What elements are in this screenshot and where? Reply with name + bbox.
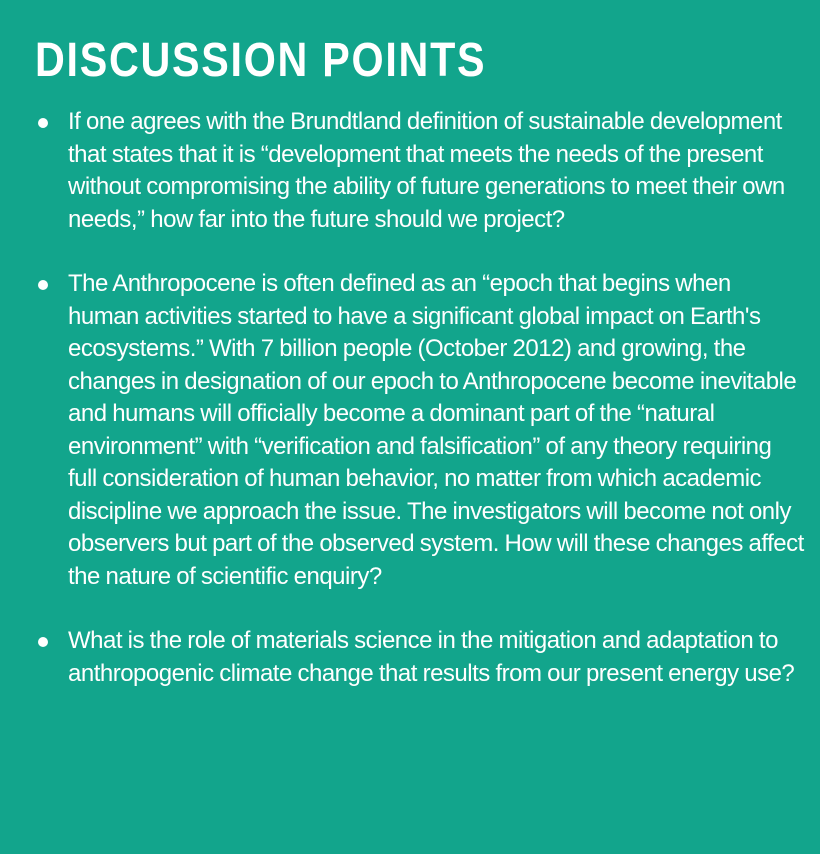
discussion-point-text: What is the role of materials science in the mitigation and adaptation to anthropogenic climate change that results from our present energy use?	[68, 627, 795, 687]
discussion-point-2	[38, 268, 804, 593]
discussion-points-list	[38, 106, 804, 690]
discussion-point-text: The Anthropocene is often defined as an “epoch that begins when human activities started to have a significant global impact on Earth's ecosystems.” With 7 billion people (October 2012) and growing, the changes in designation of our epoch to Anthropocene become inevitable and humans will officially become a dominant part of the “natural environment” with “verification and falsification” of any theory requiring full consideration of human behavior, no matter from which academic discipline we approach the issue. The investigators will become not only observers but part of the observed system. How will these changes affect the nature of scientific enquiry?	[68, 270, 804, 590]
discussion-point-text: If one agrees with the Brundtland definition of sustainable development that states that it is “development that meets the needs of the present without compromising the ability of future generations to meet their own needs,” how far into the future should we project?	[68, 108, 785, 233]
discussion-point-3	[38, 625, 804, 690]
bullet-icon	[38, 280, 48, 290]
bullet-icon	[38, 118, 48, 128]
discussion-point-1	[38, 106, 804, 236]
panel-heading: DISCUSSION POINTS	[35, 34, 487, 87]
bullet-icon	[38, 637, 48, 647]
